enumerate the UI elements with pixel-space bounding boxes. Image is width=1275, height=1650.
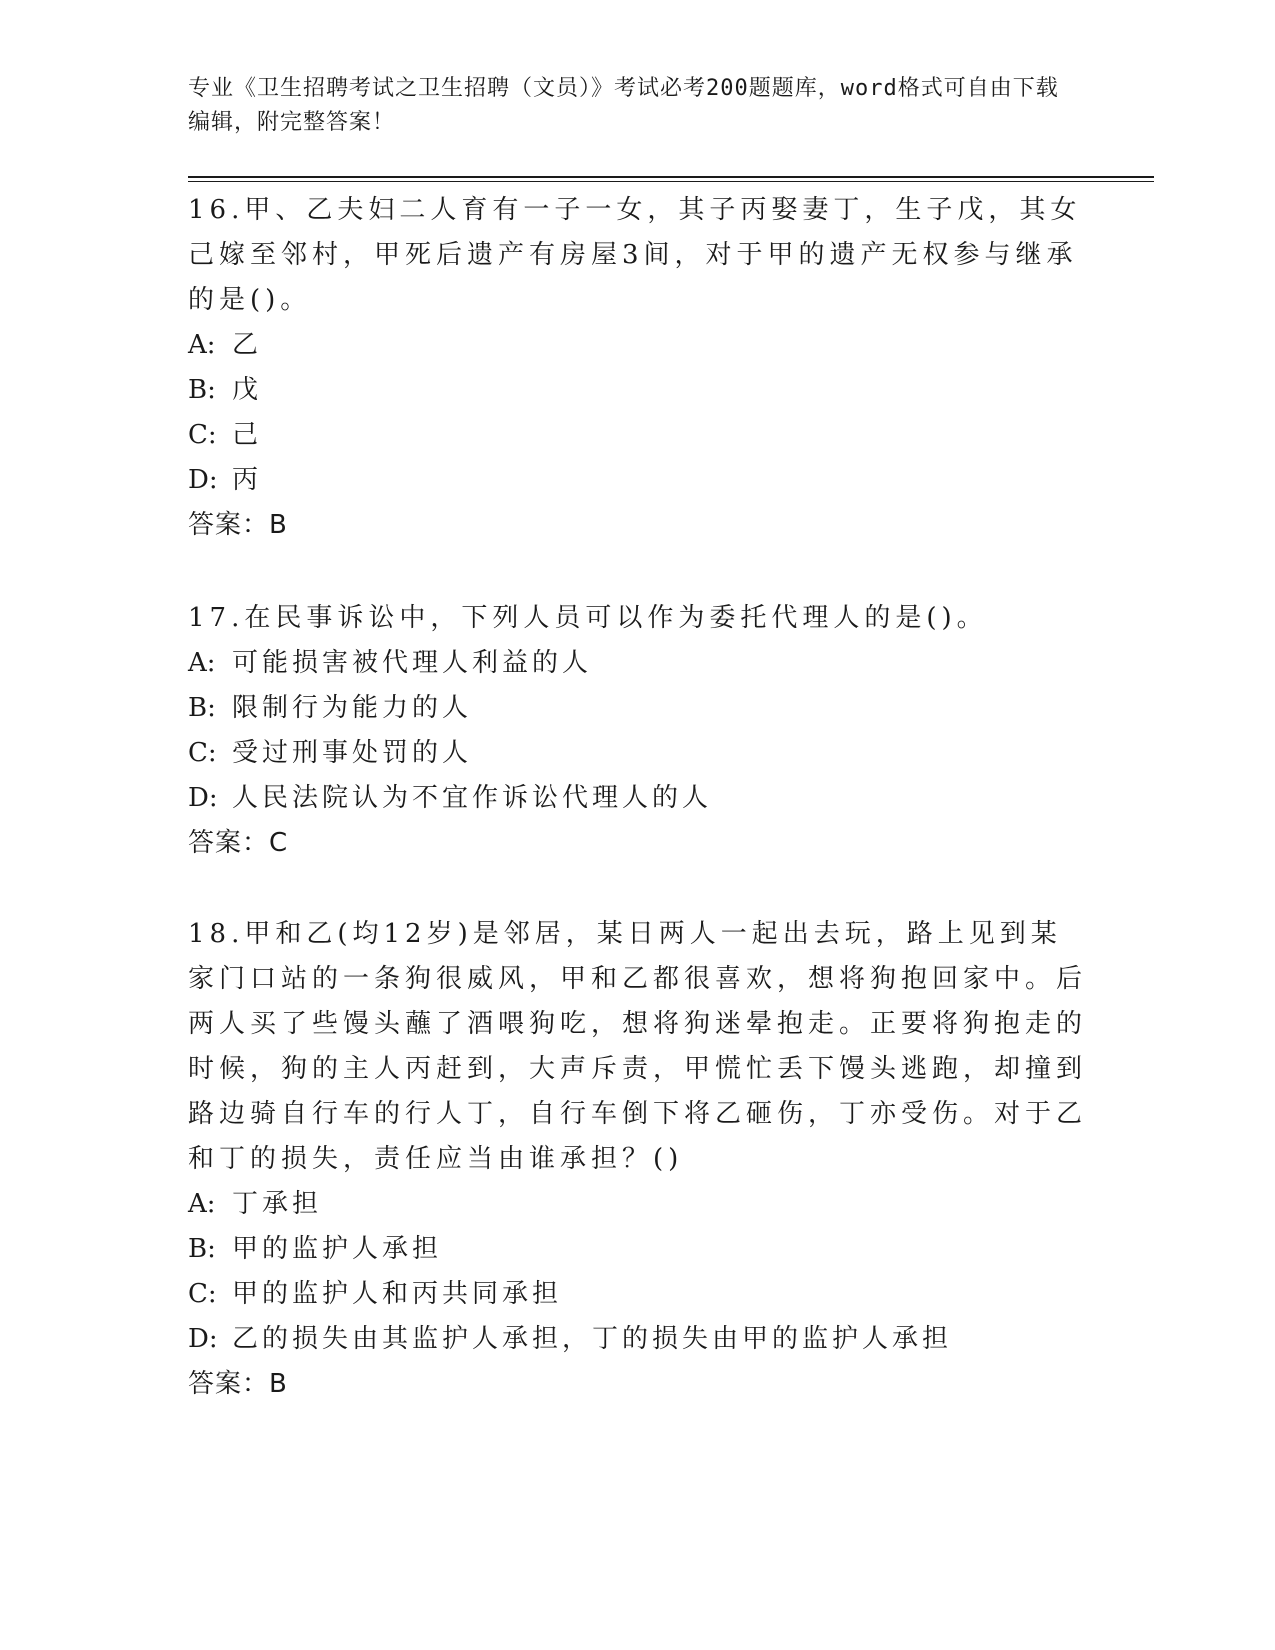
- option-text: 丙: [232, 465, 263, 495]
- question-16: [188, 188, 1088, 548]
- question-stem: 17.在民事诉讼中，下列人员可以作为委托代理人的是()。: [188, 603, 988, 633]
- option-key: D:: [188, 1324, 218, 1354]
- answer-line: 答案：B: [188, 1369, 288, 1399]
- option-d: [188, 1317, 1088, 1362]
- option-key: B:: [188, 375, 216, 405]
- option-key: A:: [188, 648, 216, 678]
- option-text: 限制行为能力的人: [232, 693, 473, 723]
- answer-line: 答案：B: [188, 510, 288, 540]
- option-text: 己: [232, 420, 263, 450]
- option-b: [188, 686, 1088, 731]
- option-text: 受过刑事处罚的人: [232, 738, 473, 768]
- header-divider-thick: [188, 176, 1154, 178]
- option-b: [188, 368, 1088, 413]
- option-c: [188, 413, 1088, 458]
- option-key: A:: [188, 330, 216, 360]
- option-a: [188, 1182, 1088, 1227]
- option-key: C:: [188, 420, 217, 450]
- option-key: D:: [188, 465, 218, 495]
- question-stem: 16.甲、乙夫妇二人育有一子一女，其子丙娶妻丁，生子戊，其女己嫁至邻村，甲死后遗产有房屋3间，对于甲的遗产无权参与继承的是()。: [188, 195, 1082, 315]
- option-text: 甲的监护人承担: [232, 1234, 443, 1264]
- document-header: 专业《卫生招聘考试之卫生招聘（文员）》考试必考200题题库，word格式可自由下载编辑，附完整答案！: [188, 76, 1059, 135]
- option-b: [188, 1227, 1088, 1272]
- option-text: 乙: [232, 330, 263, 360]
- option-text: 丁承担: [232, 1189, 323, 1219]
- option-key: B:: [188, 1234, 216, 1264]
- option-key: A:: [188, 1189, 216, 1219]
- option-a: [188, 641, 1088, 686]
- option-a: [188, 323, 1088, 368]
- option-key: D:: [188, 783, 218, 813]
- option-text: 可能损害被代理人利益的人: [232, 648, 593, 678]
- option-text: 乙的损失由其监护人承担，丁的损失由甲的监护人承担: [232, 1324, 953, 1354]
- option-text: 甲的监护人和丙共同承担: [232, 1279, 563, 1309]
- option-text: 人民法院认为不宜作诉讼代理人的人: [232, 783, 713, 813]
- header-divider-thin: [188, 181, 1154, 182]
- option-d: [188, 776, 1088, 821]
- option-key: B:: [188, 693, 216, 723]
- option-key: C:: [188, 738, 217, 768]
- answer-line: 答案：C: [188, 828, 289, 858]
- option-text: 戊: [232, 375, 263, 405]
- option-key: C:: [188, 1279, 217, 1309]
- option-c: [188, 1272, 1088, 1317]
- question-18: [188, 912, 1088, 1407]
- question-17: [188, 596, 1088, 866]
- option-c: [188, 731, 1088, 776]
- option-d: [188, 458, 1088, 503]
- question-stem: 18.甲和乙(均12岁)是邻居，某日两人一起出去玩，路上见到某家门口站的一条狗很威风，甲和乙都很喜欢，想将狗抱回家中。后两人买了些馒头蘸了酒喂狗吃，想将狗迷晕抱走。正要将狗抱走的时候，狗的主人丙赶到，大声斥责，甲慌忙丢下馒头逃跑，却撞到路边骑自行车的行人丁，自行车倒下将乙砸伤，丁亦受伤。对于乙和丁的损失，责任应当由谁承担？(): [188, 919, 1088, 1174]
